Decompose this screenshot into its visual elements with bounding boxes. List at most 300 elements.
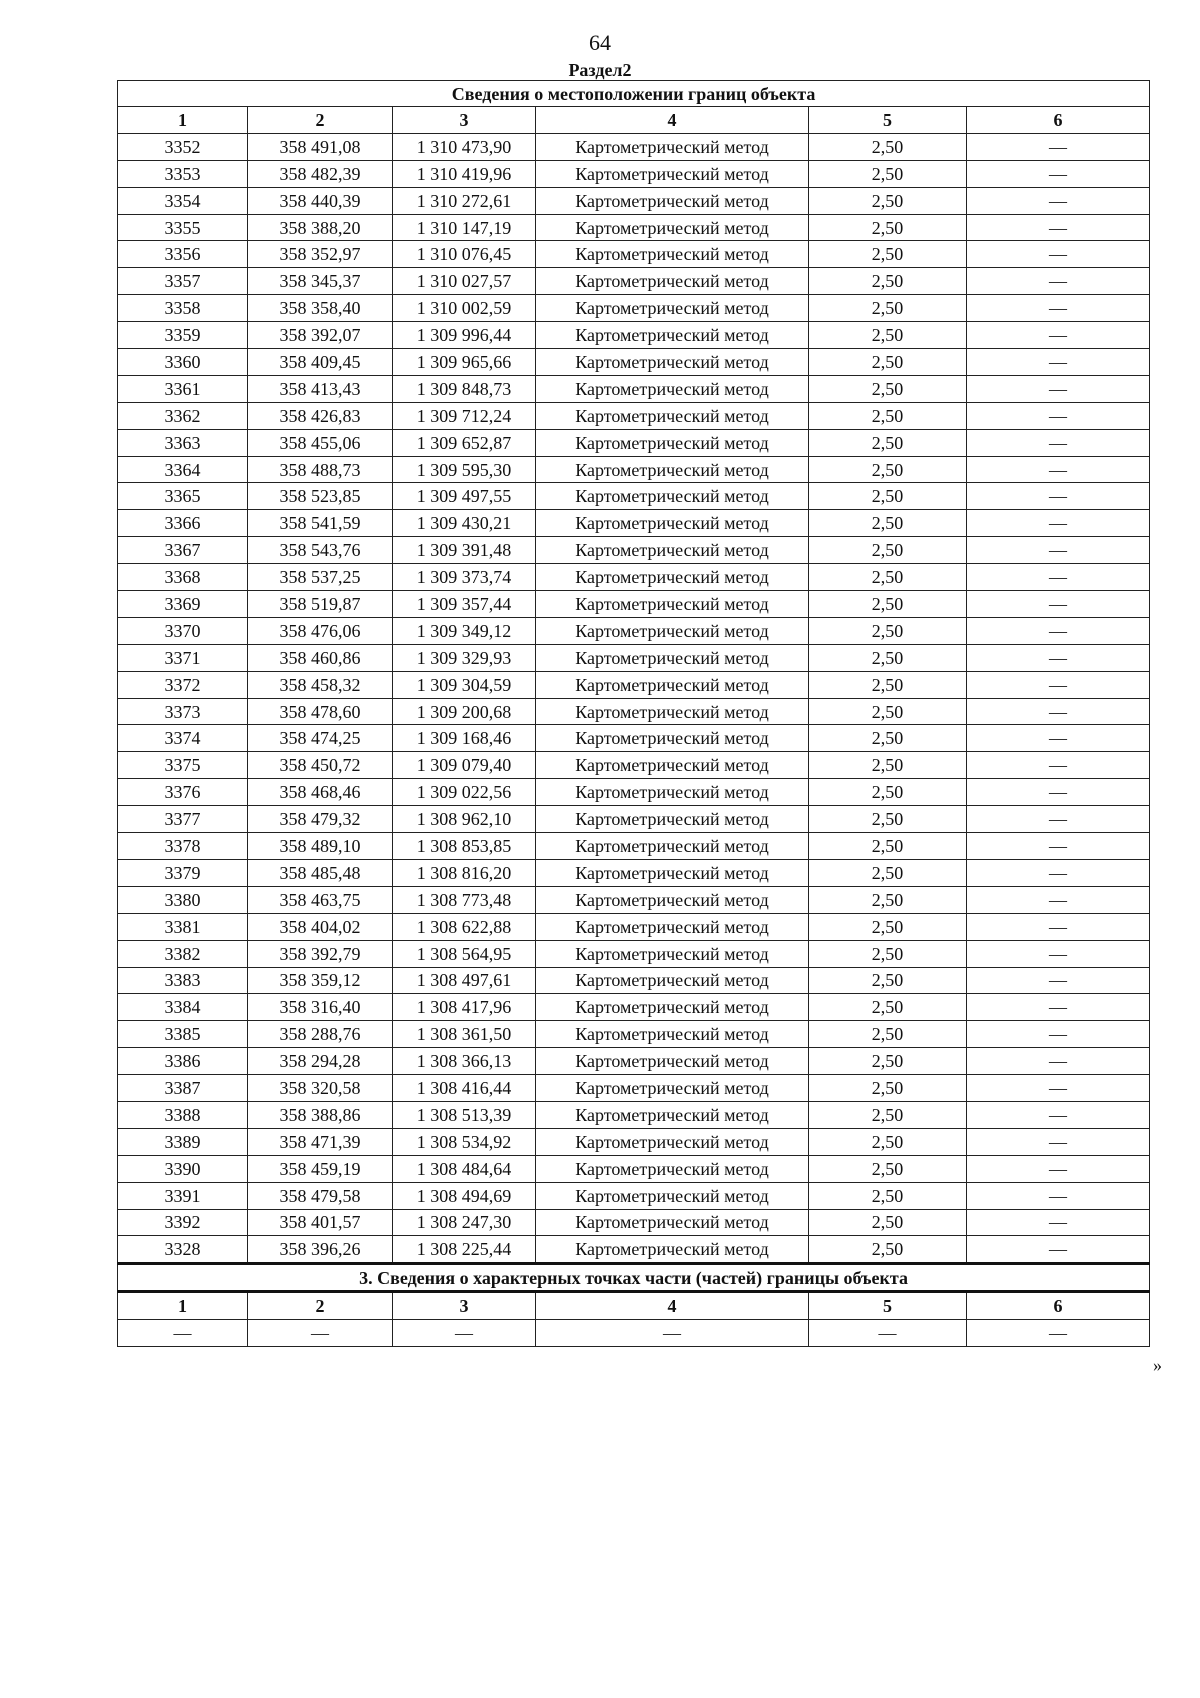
table-cell: 2,50: [809, 725, 967, 752]
table-cell: Картометрический метод: [536, 725, 809, 752]
table-cell: 3387: [118, 1075, 248, 1102]
table-cell: 1 308 416,44: [393, 1075, 536, 1102]
table-cell: Картометрический метод: [536, 510, 809, 537]
section-title: Раздел2: [568, 60, 632, 80]
table-cell: Картометрический метод: [536, 859, 809, 886]
table-row: [118, 1021, 1150, 1048]
table-cell: —: [967, 402, 1150, 429]
table-cell: 2,50: [809, 1236, 967, 1264]
table-cell: 2: [248, 1292, 393, 1320]
table-cell: —: [967, 967, 1150, 994]
table-cell: 3392: [118, 1209, 248, 1236]
table-cell: —: [967, 779, 1150, 806]
table-cell: Картометрический метод: [536, 1209, 809, 1236]
table-header-row: [118, 107, 1150, 134]
table-cell: 358 485,48: [248, 859, 393, 886]
table-cell: 2,50: [809, 1155, 967, 1182]
table-cell: Картометрический метод: [536, 617, 809, 644]
table-row: [118, 833, 1150, 860]
table-cell: —: [967, 833, 1150, 860]
table-cell: 3381: [118, 913, 248, 940]
table-cell: Картометрический метод: [536, 1182, 809, 1209]
table-row: [118, 1155, 1150, 1182]
table-cell: 3389: [118, 1128, 248, 1155]
table-row: [118, 671, 1150, 698]
table-cell: —: [967, 160, 1150, 187]
table-cell: 6: [967, 107, 1150, 134]
table-row: [118, 1048, 1150, 1075]
table-cell: Картометрический метод: [536, 940, 809, 967]
table-cell: 1 309 373,74: [393, 564, 536, 591]
table-cell: —: [536, 1320, 809, 1347]
table-cell: 3372: [118, 671, 248, 698]
table-cell: 1 309 595,30: [393, 456, 536, 483]
table-cell: 3388: [118, 1101, 248, 1128]
table-cell: 1 308 494,69: [393, 1182, 536, 1209]
table-cell: 3360: [118, 349, 248, 376]
table-cell: Картометрический метод: [536, 456, 809, 483]
table-cell: Картометрический метод: [536, 913, 809, 940]
table-cell: —: [393, 1320, 536, 1347]
table-cell: 1 308 484,64: [393, 1155, 536, 1182]
table-cell: 358 359,12: [248, 967, 393, 994]
table-cell: —: [967, 752, 1150, 779]
table-cell: 3385: [118, 1021, 248, 1048]
table-cell: 3368: [118, 564, 248, 591]
table-cell: 1 308 622,88: [393, 913, 536, 940]
table-row: [118, 268, 1150, 295]
table-cell: Картометрический метод: [536, 1155, 809, 1182]
table-row: [118, 752, 1150, 779]
table-cell: 1 308 513,39: [393, 1101, 536, 1128]
table-cell: 2,50: [809, 483, 967, 510]
table-cell: 1 309 329,93: [393, 644, 536, 671]
table-cell: —: [967, 241, 1150, 268]
table-cell: 2,50: [809, 591, 967, 618]
table-cell: 3365: [118, 483, 248, 510]
table-cell: 3367: [118, 537, 248, 564]
table-caption-row: [118, 81, 1150, 107]
table-cell: 3354: [118, 187, 248, 214]
table-cell: 1 309 652,87: [393, 429, 536, 456]
table-cell: 3379: [118, 859, 248, 886]
table-row: [118, 913, 1150, 940]
table-cell: Картометрический метод: [536, 429, 809, 456]
table-cell: Картометрический метод: [536, 322, 809, 349]
table-cell: 358 468,46: [248, 779, 393, 806]
table-cell: Картометрический метод: [536, 1101, 809, 1128]
table-cell: —: [967, 537, 1150, 564]
table-row: [118, 537, 1150, 564]
table-cell: 2,50: [809, 806, 967, 833]
table-row: [118, 1075, 1150, 1102]
table-cell: 358 426,83: [248, 402, 393, 429]
table-row: [118, 940, 1150, 967]
table-cell: —: [967, 617, 1150, 644]
table-cell: 2,50: [809, 214, 967, 241]
table-cell: 3: [393, 107, 536, 134]
table-cell: 3358: [118, 295, 248, 322]
table-cell: Картометрический метод: [536, 806, 809, 833]
table-cell: 358 388,20: [248, 214, 393, 241]
table-cell: 2,50: [809, 671, 967, 698]
table-cell: 358 479,32: [248, 806, 393, 833]
table-cell: 3: [393, 1292, 536, 1320]
table-cell: 3328: [118, 1236, 248, 1264]
table-caption-row: [118, 1264, 1150, 1292]
table-cell: Картометрический метод: [536, 564, 809, 591]
table-cell: 1 310 272,61: [393, 187, 536, 214]
table-cell: —: [967, 1101, 1150, 1128]
table-row: [118, 591, 1150, 618]
table-cell: 2,50: [809, 510, 967, 537]
table-cell: —: [967, 133, 1150, 160]
table-cell: 358 455,06: [248, 429, 393, 456]
table-cell: —: [967, 1155, 1150, 1182]
table-row: [118, 429, 1150, 456]
table-cell: 1 309 848,73: [393, 375, 536, 402]
table-cell: 1 308 247,30: [393, 1209, 536, 1236]
table-cell: 2,50: [809, 1075, 967, 1102]
table-cell: 2,50: [809, 994, 967, 1021]
table-cell: 3355: [118, 214, 248, 241]
table-cell: 358 316,40: [248, 994, 393, 1021]
table-cell: 3353: [118, 160, 248, 187]
table-cell: 2,50: [809, 1128, 967, 1155]
table-row: [118, 806, 1150, 833]
table-cell: Картометрический метод: [536, 671, 809, 698]
table-row: [118, 483, 1150, 510]
table-cell: 1 308 225,44: [393, 1236, 536, 1264]
table-cell: 1 308 417,96: [393, 994, 536, 1021]
table-cell: 1 308 853,85: [393, 833, 536, 860]
table-row: [118, 1320, 1150, 1347]
table-cell: 1 310 147,19: [393, 214, 536, 241]
table-cell: 3376: [118, 779, 248, 806]
table-row: [118, 402, 1150, 429]
table-cell: 1 310 076,45: [393, 241, 536, 268]
table-cell: —: [809, 1320, 967, 1347]
table-cell: Картометрический метод: [536, 833, 809, 860]
table-cell: 3390: [118, 1155, 248, 1182]
table-cell: 2,50: [809, 375, 967, 402]
table-cell: —: [118, 1320, 248, 1347]
table-cell: Картометрический метод: [536, 994, 809, 1021]
table-cell: Картометрический метод: [536, 1048, 809, 1075]
table-cell: 3373: [118, 698, 248, 725]
table-row: [118, 1128, 1150, 1155]
table-cell: 1 309 391,48: [393, 537, 536, 564]
table-cell: 358 440,39: [248, 187, 393, 214]
table-cell: 5: [809, 1292, 967, 1320]
table-caption: 3. Сведения о характерных точках части (частей) границы объекта: [118, 1264, 1150, 1292]
table-cell: 2,50: [809, 752, 967, 779]
table-cell: 3383: [118, 967, 248, 994]
table-cell: —: [967, 510, 1150, 537]
table-cell: Картометрический метод: [536, 483, 809, 510]
table-cell: 4: [536, 107, 809, 134]
table-cell: —: [967, 295, 1150, 322]
table-cell: —: [967, 564, 1150, 591]
table-cell: 358 537,25: [248, 564, 393, 591]
table-cell: Картометрический метод: [536, 1021, 809, 1048]
table-cell: 3359: [118, 322, 248, 349]
table-cell: —: [967, 322, 1150, 349]
table-cell: 1 308 361,50: [393, 1021, 536, 1048]
table-row: [118, 967, 1150, 994]
table-cell: 1 308 816,20: [393, 859, 536, 886]
table-cell: —: [967, 940, 1150, 967]
table-cell: —: [967, 886, 1150, 913]
table-cell: Картометрический метод: [536, 591, 809, 618]
table-cell: Картометрический метод: [536, 187, 809, 214]
table-cell: 2,50: [809, 429, 967, 456]
table-cell: —: [967, 456, 1150, 483]
table-cell: Картометрический метод: [536, 375, 809, 402]
table-row: [118, 1209, 1150, 1236]
table-cell: Картометрический метод: [536, 1075, 809, 1102]
table-cell: 1 310 027,57: [393, 268, 536, 295]
table-cell: 6: [967, 1292, 1150, 1320]
table-cell: 3377: [118, 806, 248, 833]
table-cell: 358 392,79: [248, 940, 393, 967]
table-cell: 358 352,97: [248, 241, 393, 268]
table-cell: Картометрический метод: [536, 241, 809, 268]
table-cell: 2,50: [809, 833, 967, 860]
table-cell: 358 489,10: [248, 833, 393, 860]
table-cell: 358 358,40: [248, 295, 393, 322]
table-row: [118, 456, 1150, 483]
table-row: [118, 133, 1150, 160]
table-cell: 358 288,76: [248, 1021, 393, 1048]
table-cell: —: [967, 1236, 1150, 1264]
table-cell: 1 309 304,59: [393, 671, 536, 698]
table-cell: Картометрический метод: [536, 1236, 809, 1264]
table-row: [118, 510, 1150, 537]
table-cell: 358 523,85: [248, 483, 393, 510]
table-row: [118, 349, 1150, 376]
table-cell: —: [967, 644, 1150, 671]
table-cell: —: [967, 913, 1150, 940]
table-cell: Картометрический метод: [536, 886, 809, 913]
table-cell: Картометрический метод: [536, 698, 809, 725]
table-row: [118, 994, 1150, 1021]
table-cell: —: [967, 994, 1150, 1021]
table-cell: 358 401,57: [248, 1209, 393, 1236]
table-cell: Картометрический метод: [536, 644, 809, 671]
table-row: [118, 214, 1150, 241]
table-cell: 3382: [118, 940, 248, 967]
table-cell: —: [967, 591, 1150, 618]
table-row: [118, 779, 1150, 806]
table-cell: 1 309 079,40: [393, 752, 536, 779]
page-number: 64: [589, 30, 611, 55]
table-cell: 3369: [118, 591, 248, 618]
table-cell: 1 308 534,92: [393, 1128, 536, 1155]
table-cell: 358 482,39: [248, 160, 393, 187]
table-cell: 358 413,43: [248, 375, 393, 402]
table-cell: 2,50: [809, 160, 967, 187]
table-row: [118, 564, 1150, 591]
table-cell: 358 345,37: [248, 268, 393, 295]
table-cell: 358 458,32: [248, 671, 393, 698]
table-cell: 3361: [118, 375, 248, 402]
table-cell: 1: [118, 107, 248, 134]
table-cell: 2,50: [809, 268, 967, 295]
table-header-row: [118, 1292, 1150, 1320]
table-cell: 3357: [118, 268, 248, 295]
table-cell: 2,50: [809, 940, 967, 967]
table-cell: 2,50: [809, 295, 967, 322]
table-caption: Сведения о местоположении границ объекта: [118, 81, 1150, 107]
table-cell: 2,50: [809, 779, 967, 806]
table-cell: Картометрический метод: [536, 295, 809, 322]
table-cell: 358 519,87: [248, 591, 393, 618]
table-cell: Картометрический метод: [536, 268, 809, 295]
table-cell: —: [967, 1128, 1150, 1155]
table-cell: 2,50: [809, 1021, 967, 1048]
table-cell: 3366: [118, 510, 248, 537]
table-cell: 2,50: [809, 133, 967, 160]
table-cell: 2,50: [809, 537, 967, 564]
table-cell: —: [248, 1320, 393, 1347]
table-cell: 1 309 168,46: [393, 725, 536, 752]
table-cell: Картометрический метод: [536, 349, 809, 376]
table-cell: 1 310 002,59: [393, 295, 536, 322]
table-row: [118, 1236, 1150, 1264]
table-cell: 2,50: [809, 886, 967, 913]
table-cell: 3374: [118, 725, 248, 752]
table-cell: 358 541,59: [248, 510, 393, 537]
table-cell: —: [967, 1320, 1150, 1347]
table-cell: 2,50: [809, 402, 967, 429]
table-cell: —: [967, 1075, 1150, 1102]
table-row: [118, 322, 1150, 349]
table-cell: 358 474,25: [248, 725, 393, 752]
table-cell: 358 396,26: [248, 1236, 393, 1264]
table-cell: 2,50: [809, 322, 967, 349]
table-cell: 1 309 357,44: [393, 591, 536, 618]
table-cell: 3375: [118, 752, 248, 779]
table-cell: —: [967, 1021, 1150, 1048]
table-cell: 2,50: [809, 187, 967, 214]
table-cell: 1 308 564,95: [393, 940, 536, 967]
table-row: [118, 295, 1150, 322]
table-cell: 1 308 962,10: [393, 806, 536, 833]
table-cell: 358 543,76: [248, 537, 393, 564]
table-cell: 1 309 712,24: [393, 402, 536, 429]
table-cell: —: [967, 671, 1150, 698]
table-cell: —: [967, 725, 1150, 752]
table-row: [118, 160, 1150, 187]
table-cell: 2,50: [809, 241, 967, 268]
table-cell: 4: [536, 1292, 809, 1320]
table-cell: 3380: [118, 886, 248, 913]
table-cell: 358 459,19: [248, 1155, 393, 1182]
table-cell: —: [967, 483, 1150, 510]
table-cell: Картометрический метод: [536, 1128, 809, 1155]
table-cell: 2,50: [809, 913, 967, 940]
table-cell: 1 308 366,13: [393, 1048, 536, 1075]
table-cell: 2,50: [809, 1182, 967, 1209]
table-cell: Картометрический метод: [536, 537, 809, 564]
table-cell: 3370: [118, 617, 248, 644]
table-row: [118, 644, 1150, 671]
table-cell: 2,50: [809, 859, 967, 886]
table-cell: Картометрический метод: [536, 133, 809, 160]
table-row: [118, 617, 1150, 644]
table-cell: 2,50: [809, 1209, 967, 1236]
table-cell: Картометрический метод: [536, 752, 809, 779]
table-cell: 1 310 419,96: [393, 160, 536, 187]
table-row: [118, 698, 1150, 725]
table-cell: —: [967, 1048, 1150, 1075]
table-row: [118, 725, 1150, 752]
table-cell: —: [967, 1182, 1150, 1209]
table-row: [118, 1101, 1150, 1128]
table-cell: 1 309 430,21: [393, 510, 536, 537]
table-cell: 1 309 022,56: [393, 779, 536, 806]
table-cell: 1 308 773,48: [393, 886, 536, 913]
table-row: [118, 859, 1150, 886]
table-cell: 3352: [118, 133, 248, 160]
table-cell: 2,50: [809, 349, 967, 376]
table-cell: 3364: [118, 456, 248, 483]
table-cell: 358 460,86: [248, 644, 393, 671]
table-cell: 358 471,39: [248, 1128, 393, 1155]
table-cell: 3378: [118, 833, 248, 860]
boundary-coordinates-table: [117, 80, 1150, 1347]
table-cell: 2,50: [809, 617, 967, 644]
table-cell: 1 309 497,55: [393, 483, 536, 510]
table-row: [118, 241, 1150, 268]
table-cell: —: [967, 349, 1150, 376]
table-row: [118, 187, 1150, 214]
table-cell: 2,50: [809, 456, 967, 483]
table-cell: 2,50: [809, 1048, 967, 1075]
table-cell: 1 309 200,68: [393, 698, 536, 725]
table-cell: 358 478,60: [248, 698, 393, 725]
table-cell: 358 450,72: [248, 752, 393, 779]
table-cell: 1 309 965,66: [393, 349, 536, 376]
table-cell: 3391: [118, 1182, 248, 1209]
table-cell: —: [967, 698, 1150, 725]
table-row: [118, 886, 1150, 913]
table-cell: Картометрический метод: [536, 160, 809, 187]
table-cell: 358 409,45: [248, 349, 393, 376]
table-cell: 358 463,75: [248, 886, 393, 913]
table-cell: 1: [118, 1292, 248, 1320]
closing-quote: »: [1153, 1355, 1162, 1375]
table-cell: 3386: [118, 1048, 248, 1075]
table-cell: —: [967, 268, 1150, 295]
table-cell: Картометрический метод: [536, 402, 809, 429]
table-cell: 358 479,58: [248, 1182, 393, 1209]
table-cell: 358 488,73: [248, 456, 393, 483]
table-cell: 3384: [118, 994, 248, 1021]
table-cell: —: [967, 806, 1150, 833]
table-row: [118, 375, 1150, 402]
table-cell: 1 310 473,90: [393, 133, 536, 160]
table-cell: Картометрический метод: [536, 214, 809, 241]
table-cell: —: [967, 859, 1150, 886]
table-cell: 358 392,07: [248, 322, 393, 349]
table-cell: Картометрический метод: [536, 779, 809, 806]
table-cell: 1 308 497,61: [393, 967, 536, 994]
table-cell: —: [967, 214, 1150, 241]
table-cell: —: [967, 375, 1150, 402]
table-cell: 2,50: [809, 698, 967, 725]
